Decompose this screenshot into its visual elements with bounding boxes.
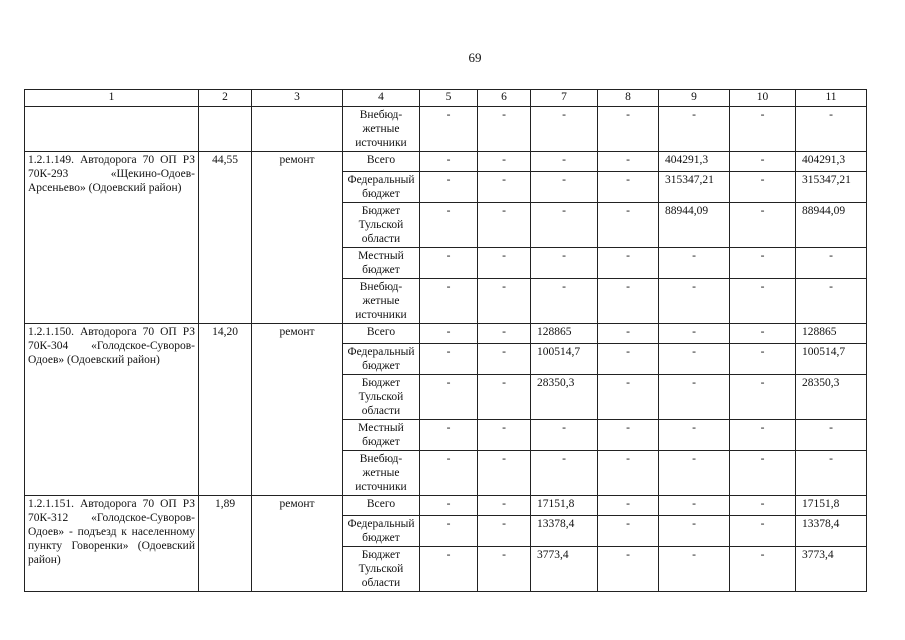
- value-cell: -: [730, 516, 796, 547]
- value-cell: 128865: [796, 324, 867, 344]
- funding-source: Бюджет Тульской области: [343, 375, 420, 420]
- value-cell: 17151,8: [796, 496, 867, 516]
- value-cell: -: [420, 451, 478, 496]
- value-cell: -: [730, 451, 796, 496]
- value-cell: -: [420, 172, 478, 203]
- value-cell: -: [730, 375, 796, 420]
- value-cell: -: [420, 516, 478, 547]
- value-cell: -: [659, 248, 730, 279]
- value-cell: -: [420, 203, 478, 248]
- value-cell: -: [420, 248, 478, 279]
- value-cell: 128865: [531, 324, 598, 344]
- value-cell: -: [730, 203, 796, 248]
- value-cell: 100514,7: [531, 344, 598, 375]
- value-cell: 315347,21: [796, 172, 867, 203]
- value-cell: -: [420, 324, 478, 344]
- value-cell: 17151,8: [531, 496, 598, 516]
- work-type: ремонт: [252, 152, 343, 324]
- col-header: 5: [420, 90, 478, 107]
- value-cell: 3773,4: [796, 547, 867, 592]
- value-cell: -: [478, 496, 531, 516]
- value-cell: -: [796, 420, 867, 451]
- value-cell: -: [659, 451, 730, 496]
- funding-source: Бюджет Тульской области: [343, 547, 420, 592]
- value-cell: -: [659, 324, 730, 344]
- value-cell: -: [659, 107, 730, 152]
- funding-source: Федеральный бюджет: [343, 172, 420, 203]
- value-cell: -: [420, 152, 478, 172]
- col-header: 9: [659, 90, 730, 107]
- funding-source: Федеральный бюджет: [343, 344, 420, 375]
- value-cell: -: [730, 324, 796, 344]
- value-cell: -: [730, 107, 796, 152]
- value-cell: -: [531, 203, 598, 248]
- value-cell: -: [598, 172, 659, 203]
- value-cell: -: [598, 420, 659, 451]
- col-header: 1: [25, 90, 199, 107]
- funding-source: Местный бюджет: [343, 420, 420, 451]
- value-cell: -: [659, 420, 730, 451]
- value-cell: 28350,3: [796, 375, 867, 420]
- value-cell: -: [796, 248, 867, 279]
- value-cell: 404291,3: [796, 152, 867, 172]
- value-cell: -: [531, 152, 598, 172]
- value-cell: -: [730, 420, 796, 451]
- work-cell-empty: [252, 107, 343, 152]
- value-cell: -: [478, 248, 531, 279]
- value-cell: -: [531, 248, 598, 279]
- value-cell: -: [730, 248, 796, 279]
- value-cell: -: [598, 324, 659, 344]
- value-cell: -: [531, 172, 598, 203]
- value-cell: -: [531, 107, 598, 152]
- value-cell: -: [478, 324, 531, 344]
- value-cell: -: [598, 344, 659, 375]
- value-cell: 404291,3: [659, 152, 730, 172]
- col-header: 2: [199, 90, 252, 107]
- value-cell: -: [478, 279, 531, 324]
- funding-source: Внебюд-жетные источники: [343, 107, 420, 152]
- table-row: [25, 324, 867, 344]
- value-cell: -: [420, 496, 478, 516]
- value-cell: -: [531, 279, 598, 324]
- funding-source: Внебюд-жетные источники: [343, 451, 420, 496]
- value-cell: 13378,4: [796, 516, 867, 547]
- value-cell: -: [420, 375, 478, 420]
- funding-source: Всего: [343, 496, 420, 516]
- value-cell: -: [659, 279, 730, 324]
- value-cell: -: [478, 203, 531, 248]
- value-cell: -: [598, 279, 659, 324]
- page-number: 69: [468, 50, 482, 65]
- funding-source: Бюджет Тульской области: [343, 203, 420, 248]
- header-row: [25, 90, 867, 107]
- col-header: 11: [796, 90, 867, 107]
- value-cell: -: [730, 344, 796, 375]
- value-cell: -: [478, 344, 531, 375]
- value-cell: -: [420, 279, 478, 324]
- value-cell: -: [730, 547, 796, 592]
- value-cell: -: [659, 375, 730, 420]
- value-cell: -: [598, 248, 659, 279]
- value-cell: -: [420, 547, 478, 592]
- value-cell: -: [598, 496, 659, 516]
- value-cell: -: [796, 107, 867, 152]
- value-cell: -: [598, 451, 659, 496]
- value-cell: -: [659, 496, 730, 516]
- value-cell: 100514,7: [796, 344, 867, 375]
- value-cell: 315347,21: [659, 172, 730, 203]
- value-cell: -: [478, 375, 531, 420]
- value-cell: -: [478, 107, 531, 152]
- value-cell: 13378,4: [531, 516, 598, 547]
- col-header: 7: [531, 90, 598, 107]
- value-cell: -: [598, 547, 659, 592]
- value-cell: -: [531, 451, 598, 496]
- funding-source: Местный бюджет: [343, 248, 420, 279]
- value-cell: -: [531, 420, 598, 451]
- road-length: 14,20: [199, 324, 252, 496]
- length-cell-empty: [199, 107, 252, 152]
- value-cell: -: [478, 420, 531, 451]
- work-type: ремонт: [252, 324, 343, 496]
- value-cell: -: [420, 107, 478, 152]
- funding-source: Всего: [343, 152, 420, 172]
- col-header: 8: [598, 90, 659, 107]
- table-row: [25, 107, 867, 152]
- col-header: 6: [478, 90, 531, 107]
- value-cell: -: [598, 152, 659, 172]
- table-row: [25, 152, 867, 172]
- value-cell: -: [598, 203, 659, 248]
- value-cell: -: [730, 279, 796, 324]
- col-header: 10: [730, 90, 796, 107]
- value-cell: -: [659, 516, 730, 547]
- col-header: 4: [343, 90, 420, 107]
- road-length: 1,89: [199, 496, 252, 592]
- value-cell: -: [659, 344, 730, 375]
- value-cell: -: [598, 375, 659, 420]
- road-length: 44,55: [199, 152, 252, 324]
- value-cell: -: [598, 107, 659, 152]
- value-cell: 88944,09: [659, 203, 730, 248]
- work-type: ремонт: [252, 496, 343, 592]
- value-cell: -: [730, 496, 796, 516]
- value-cell: -: [478, 547, 531, 592]
- value-cell: -: [478, 172, 531, 203]
- funding-source: Внебюд-жетные источники: [343, 279, 420, 324]
- road-name: 1.2.1.149. Автодорога 70 ОП РЗ 70К-293 «Щекино-Одоев-Арсеньево» (Одоевский район): [25, 152, 199, 324]
- road-name: 1.2.1.150. Автодорога 70 ОП РЗ 70К-304 «Голодское-Суворов-Одоев» (Одоевский район): [25, 324, 199, 496]
- funding-source: Федеральный бюджет: [343, 516, 420, 547]
- value-cell: 3773,4: [531, 547, 598, 592]
- value-cell: 28350,3: [531, 375, 598, 420]
- value-cell: -: [659, 547, 730, 592]
- program-table: [24, 89, 867, 592]
- value-cell: -: [730, 172, 796, 203]
- value-cell: -: [478, 451, 531, 496]
- value-cell: -: [730, 152, 796, 172]
- col-header: 3: [252, 90, 343, 107]
- value-cell: -: [478, 152, 531, 172]
- value-cell: -: [796, 451, 867, 496]
- funding-source: Всего: [343, 324, 420, 344]
- name-cell-empty: [25, 107, 199, 152]
- value-cell: -: [478, 516, 531, 547]
- road-name: 1.2.1.151. Автодорога 70 ОП РЗ 70К-312 «Голодское-Суворов-Одоев» - подъезд к населенному пункту Говоренки» (Одоевский район): [25, 496, 199, 592]
- value-cell: -: [796, 279, 867, 324]
- table-row: [25, 496, 867, 516]
- value-cell: -: [420, 344, 478, 375]
- value-cell: 88944,09: [796, 203, 867, 248]
- value-cell: -: [598, 516, 659, 547]
- value-cell: -: [420, 420, 478, 451]
